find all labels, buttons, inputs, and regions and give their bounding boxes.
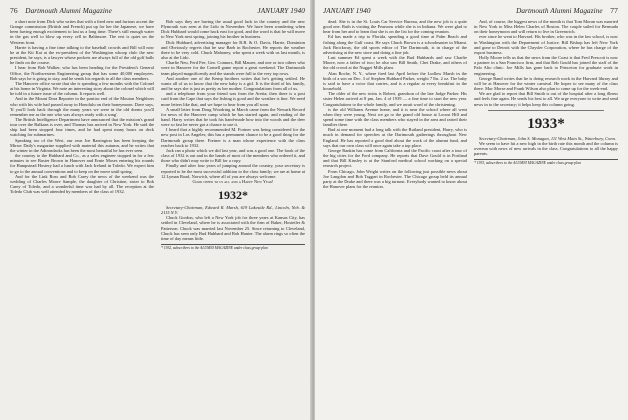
paragraph: Dick Hubbard, advertising manager for R.B. & O. Davis, Harrie, Dominion and Obviously regrets that he saw Barb in Rochester. He reports the weather there to be very cold. Chuck Mahoney, who spent a week with us last month, is also at the Lido. (161, 39, 305, 61)
paragraph: a short note from Dick who writes that with a fired new and furious accent the Grange commission (British and French) put up for her the Japanese, we have been having enough excitement to last us a long time. There's still enough water in the gas well to blow up every cell in Baltimore. The rest is quiet on the Western front. (10, 19, 154, 45)
secretary-line: Secretary-Chairman, John S. Monagan, 111 West Main St., Waterbury, Conn. (479, 135, 616, 141)
paragraph: Holly Moore tells us that the news from the Coast is that Fred Prescott is now a partner in a San Francisco firm, and that Bob Gould has joined the staff of the Palo Alto clinic. Joe Mills has gone back to Princeton for graduate work in engineering. (474, 55, 618, 76)
paragraph: Chuck Gordon, who left a New York job for three years at Kansas City, has settled in Cleveland, where he is associated with the firm of Baker, Hostetler & Patterson. Chuck was married last November 25. Since returning to Cleveland, Chuck has seen only Bud Hubbard and Bob Hunter. The alarm rings so often the time of day means little. (161, 215, 305, 241)
secretary-line: Secretary-Chairman, Edward R. Marsh, 619 Lakeside Rd., Lincoln, Neb. & 2115 N.Y. (161, 205, 305, 216)
class-year-heading: 1932* (218, 188, 248, 202)
left-column-1 (10, 19, 154, 420)
left-page (0, 0, 313, 420)
right-column-1 (323, 19, 467, 420)
paragraph: And in the Mount Dora Reporter in the pontiac end of the Mouton Neighbors who with his wife had passed away in Honolulu on their honeymoon. Dave says, 'If you'll look back through the many years we were in the old dorms you'll remember me as the one who was always ready with a song'. (10, 96, 154, 117)
paragraph: And another one of the Kemp brothers writes that he's getting settled. He wants all of us to know that the new baby is a girl. It is the third of his family, and he says she is just as pretty as her mother. Congratulations from all of us. (161, 75, 305, 92)
paragraph: The British Intelligence Department have announced that the mission's grand tour over the Balkans is over, and Thomas has arrived in New York. He said the ship had been stopped four times, and he had spent many hours on deck watching for submarines. (10, 116, 154, 138)
left-running-head: Dartmouth Alumni Magazine (25, 7, 112, 15)
paragraph: Last summer Ed spent a week with the Bud Hubbards and saw Charlie Moore, now a father of two; he also saw Bill Smith, Chet Drake, and others of the old crowd at the Nugget Mills plant. (323, 55, 467, 71)
paragraph: I hear from Bob Walker, who has been heading for the President's General Office, the Northwestern Engineering group that has some 40,000 employees. Bob says he is going to stay, and he sends his regards to all the class members. (10, 65, 154, 81)
left-page-number: 76 (10, 6, 18, 15)
paragraph: Ed has made a trip to Florida, spending a good time at Palm Beach and fishing along the Gulf coast. He says Chuck Brown is a schoolmaster in Miami. Jack Brockway, the old sports editor of The Dartmouth, is in charge of the advertising at the new store and doing a fine job. (323, 34, 467, 55)
paragraph: The Hanover office wrote that she is spending a few months with the Colonel at his home in Virginia. We note an interesting story about the colonel which will be told in a future issue of the column. It reports well. (10, 80, 154, 97)
paragraph: is the old Williams Avenue home, and it is near the school where all went when they were young. Next we go to the grand old house at Locust Hill and spend some time with the class members who stayed in the area and raised their families there. (323, 106, 467, 128)
paragraph: Speaking too of the West, our own Joe Barrington has been keeping the Mirror Daily's magazine supplied with material this autumn, and he writes that the winter in the Adirondacks has been the most beautiful he has ever seen. (10, 137, 154, 153)
paragraph: Jack ran a photo which we did last year, and was a good one. The book of the class of 1932 is out and in the hands of most of the members who ordered it, and those who didn't may write to Bill for a copy. (161, 147, 305, 164)
paragraph: Alan Roche, N. Y., where fired last April before the Ludlow Marsh in the birth of a son on Dec. 3 of Stephen Hubbard Parker, weight 7 lbs. 2 oz. The baby is said to have a voice that carries, and is a regular at every breakfast in the household. (323, 70, 467, 92)
right-page (315, 0, 628, 420)
paragraph: We are glad to report that Bill Smith is out of the hospital after a long illness and feels fine again. He sends his best to all. We urge everyone to write and send news in to the secretary; it helps keep this column going. (474, 91, 618, 107)
right-running-head: Dartmouth Alumni Magazine (516, 7, 603, 15)
right-column-2 (474, 19, 618, 420)
paragraph: We seem to have hit a new high in the birth rate this month and the column is overrun with news of new arrivals in the class. Congratulations to all the happy parents. (474, 140, 618, 157)
paragraph: From Chicago, John Wright writes on the following just possible news about Joe Langdon and Bob Taggart in Rochester. The Chicago group held its annual party at the Drake and there was a big turnout. Everybody wanted to know about the Hanover plans for the reunion. (323, 168, 467, 189)
paragraph: ever since he went to Harvard. His brother, who was in the law school, is now in Washington with the Department of Justice. Bill Bishop has left New York and gone to Detroit with the Chrysler Corporation, where he has charge of the export business. (474, 34, 618, 55)
paragraph: The older of the new twins is Robert, grandson of the late Judge Parker. His sister Helen arrived at 8 pm, Jan. 4 of 1939 — a fine time to start the new year. Congratulations to the whole family, and we await word of the christening. (323, 91, 467, 107)
paragraph: Harrie is having a fine time talking to the baseball crowds and Bill will now be at the Kit Kat at the ex-president of the Washington whoop club: the new president, he says, is a lawyer whose pockets are always full of the old golf balls he finds on the course. (10, 44, 154, 66)
right-page-number: 77 (610, 6, 618, 15)
paragraph: George Rand writes that he is doing research work in the Harvard library and will be at Hanover for the winter carnival. He hopes to see many of the class there. Mac Morse and Frank Wilson also plan to come up for the week-end. (474, 75, 618, 92)
paragraph: Bob says they are having the usual good luck in the country and the new Plymouth was seen at the Lido in November. We have been wondering when Dick Hubbard would come back east for good, and the word is that he will move to New York next spring, joining his brother in business. (161, 19, 305, 40)
paragraph: A small letter from Doug Woodring in March came from the Newark Record for news of the Hanover camp which he has started again, and reading of the hand. Harry writes that he took his hand-made bow into the woods and the deer were so fast he never got a chance to use it. (161, 106, 305, 128)
paragraph: And, of course, the biggest news of the month is that Tom Moran was married in New York to Miss Helen Charles of Boston. The couple sailed for Bermuda on their honeymoon and will return to live in Greenwich. (474, 19, 618, 35)
paragraph: Charlie Neu, Ferd Fee, Geo. Connors, Bill Maurer, and one or two others who were in Hanover for the Cornell game report a great weekend. The Dartmouth team played magnificently and the stands were full to the very top rows. (161, 60, 305, 76)
footnote: * 1933, subscribers to the ALUMNI MAGAZINE under class group plan (474, 159, 618, 165)
paragraph: the country to the Hubbard and Co., as a sales engineer stopped in for a few minutes to see Buster Brown in Hanover and Ernie Moses entering his rounds for Hampstead Hosiery had a lunch with Jack Ireland in Toledo. We expect him to go to the annual conventions and to keep on the move until spring. (10, 153, 154, 174)
right-running-header (323, 6, 618, 16)
divider (488, 110, 604, 111)
paragraph: I heard that a highly recommended M. Fortner was being considered for the new post in Los Angeles; this has a permanent chance to be a good thing for the Dartmouth group there. Fortner is a man whose experience with the class reaches back to 1932. (161, 127, 305, 148)
left-issue-date: JANUARY 1940 (257, 7, 305, 15)
paragraph: George Rankin has come from California and the Pacific coast after a tour of the big cities for the Ford company. He reports that Dave Gould is in Portland and that Bill Kinsley is at the Stanford medical school working on a special research project. (323, 147, 467, 169)
right-issue-date: JANUARY 1940 (323, 7, 371, 15)
footnote: * 1932, subscribers to the ALUMNI MAGAZINE under class group plan (161, 244, 305, 250)
paragraph: And for the Link Ross and Bob Carey the news of the weekend was the wedding of Charles Moore Sample, the daughter of Christine, sister to Bob Carey of Toledo, and a wonderful time was had by all. The reception at the Toledo Club was well attended by members of the class of 1932. (10, 173, 154, 195)
paragraph: Finally and after four years of jumping around the country, your secretary is reported to be the most successful addition to the class family; we are at home at 12 Lyman Road, Norwich, where all of you are always welcome. (161, 163, 305, 179)
paragraph: dead. She is in the St. Louis Car Service Bureau, and the new job is a quite good one. Ruth is visiting the Pearsons while she is in Indiana. We were glad to hear from her and to learn that she is on the list for the coming reunion. (323, 19, 467, 35)
left-running-header (10, 6, 305, 16)
paragraph: Bud at one moment had a long talk with the Rutland president, Harry, who is much in demand for speeches at the Dartmouth gatherings throughout New England. He has reported a good deal about the work of the alumni fund, and says that our own class will once again take a top place. (323, 127, 467, 148)
left-column-2 (161, 19, 305, 420)
paragraph: and a telephone from your friend was from the Aretta; then there is a post card from the Cape that says the fishing is good and the weather is fine. We need more letters like that, and we hope to hear from you all soon. (161, 91, 305, 107)
closing-line: Good cheer to us all and a Happy New Year! (192, 178, 274, 184)
class-year-heading: 1933* (527, 115, 565, 132)
